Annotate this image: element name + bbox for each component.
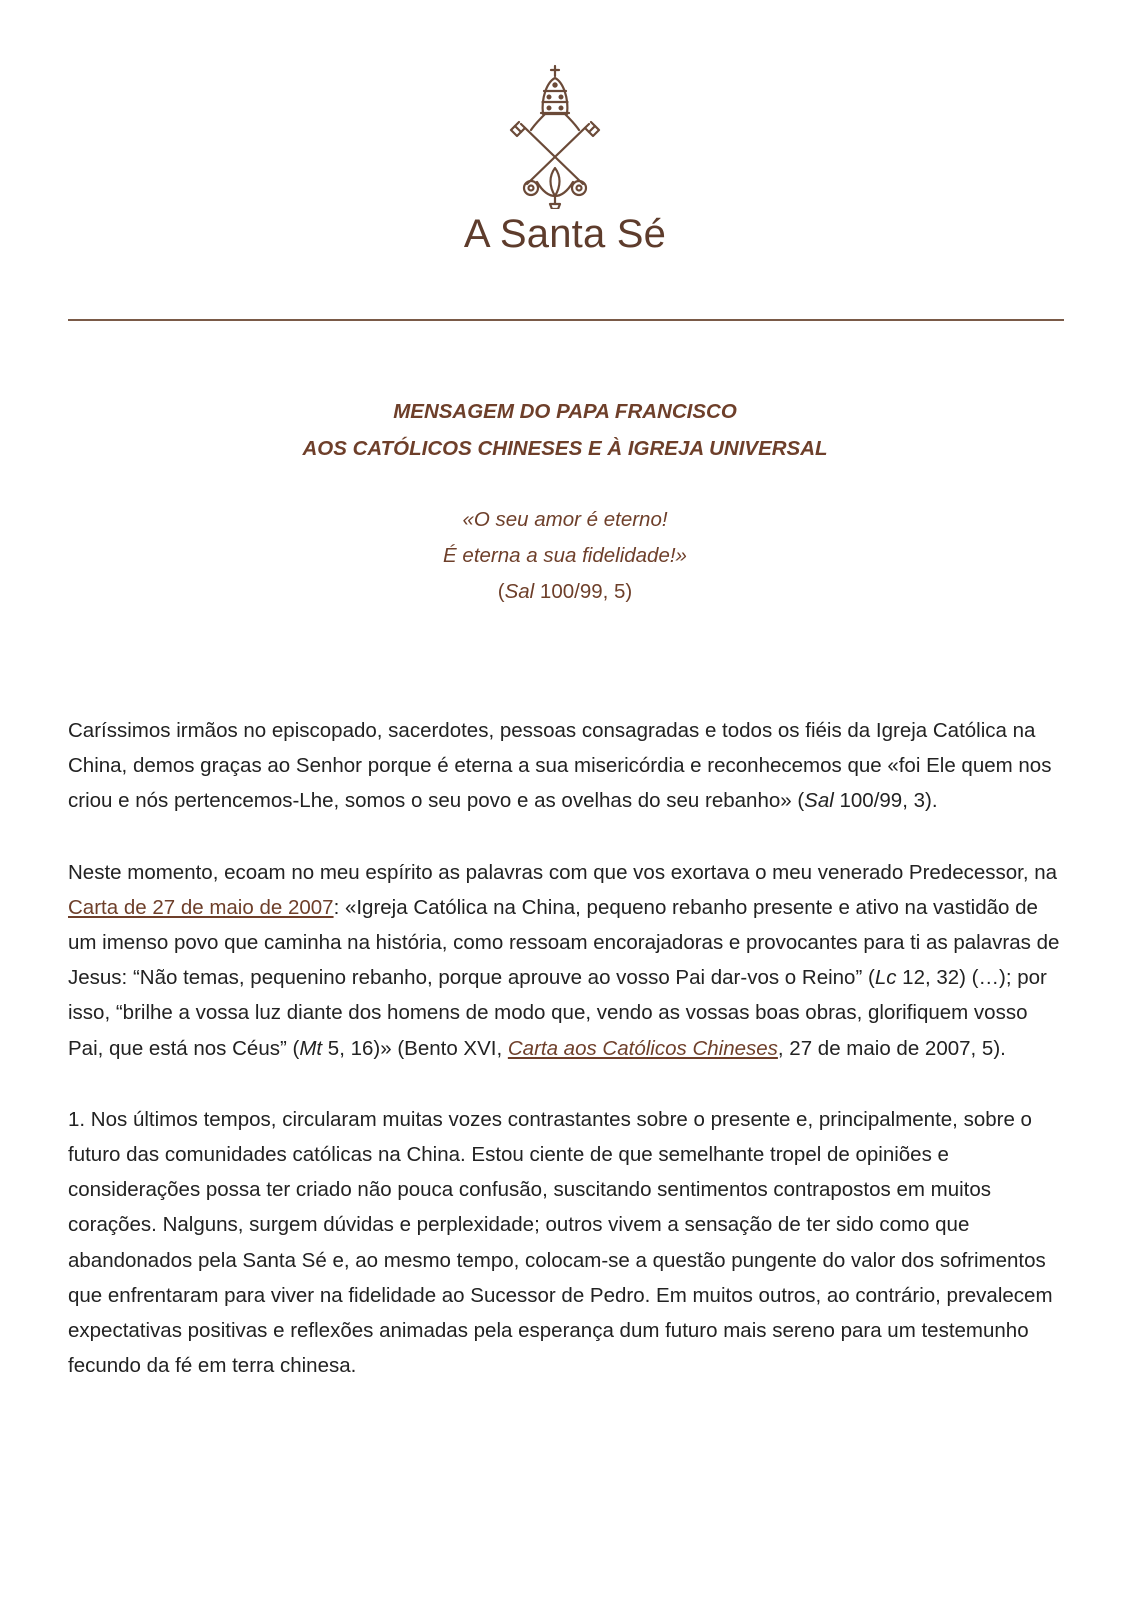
title-line-1: MENSAGEM DO PAPA FRANCISCO bbox=[393, 400, 737, 423]
citation-book: Lc bbox=[874, 966, 897, 990]
site-brand: A Santa Sé bbox=[463, 212, 667, 256]
epigraph-ref-book: Sal bbox=[504, 580, 535, 603]
link-letter-chinese-catholics[interactable]: Carta aos Católicos Chineses bbox=[507, 1036, 778, 1060]
epigraph-ref-rest: 100/99, 5) bbox=[534, 580, 633, 603]
paragraph-text: Caríssimos irmãos no episcopado, sacerdotes, pessoas consagradas e todos os fiéis da Igreja Católica na China, demos graças ao Senhor porque é eterna a sua misericórdia e reconhecemos que «foi Ele quem nos criou e nós pertencemos-Lhe, somos o seu povo e as ovelhas do seu rebanho» ( bbox=[68, 719, 1052, 813]
citation-book: Sal bbox=[804, 789, 834, 813]
epigraph-reference bbox=[0, 574, 1130, 610]
title-line-2: AOS CATÓLICOS CHINESES E À IGREJA UNIVERSAL bbox=[302, 437, 828, 460]
paragraph-section-1: 1. Nos últimos tempos, circularam muitas vozes contrastantes sobre o presente e, principalmente, sobre o futuro das comunidades católicas na China. Estou ciente de que semelhante tropel de opiniões e considerações possa ter criado não pouca confusão, suscitando sentimentos contrapostos em muitos corações. Nalguns, surgem dúvidas e perplexidade; outros vivem a sensação de ter sido como que abandonados pela Santa Sé e, ao mesmo tempo, colocam-se a questão pungente do valor dos sofrimentos que enfrentaram para viver na fidelidade ao Sucessor de Pedro. Em muitos outros, ao contrário, prevalecem expectativas positivas e reflexões animadas pela esperança dum futuro mais sereno para um testemunho fecundo da fé em terra chinesa. bbox=[68, 1107, 1053, 1378]
link-letter-2007[interactable]: Carta de 27 de maio de 2007 bbox=[68, 895, 334, 919]
paragraph-text: 100/99, 3). bbox=[833, 789, 938, 813]
paragraph-text: 12, 32) (…); por isso, “brilhe a vossa luz diante dos homens de modo que, vendo as vossas boas obras, glorifiquem vosso Pai, que está nos Céus” ( bbox=[68, 966, 1047, 1060]
paragraph-text: 5, 16)» (Bento XVI, bbox=[322, 1036, 508, 1060]
paragraph-text: Neste momento, ecoam no meu espírito as palavras com que vos exortava o meu venerado Predecessor, na bbox=[68, 860, 1058, 884]
paragraph-predecessor bbox=[68, 855, 1068, 1066]
message-body bbox=[68, 713, 1068, 1419]
message-title bbox=[0, 393, 1130, 467]
papal-coat-of-arms-icon bbox=[505, 64, 605, 209]
header-divider bbox=[68, 319, 1064, 321]
epigraph-line-1: «O seu amor é eterno! bbox=[462, 508, 668, 531]
paragraph-greeting bbox=[68, 713, 1068, 819]
paragraph-text: , 27 de maio de 2007, 5). bbox=[777, 1036, 1006, 1060]
citation-book: Mt bbox=[299, 1036, 323, 1060]
epigraph-ref-open: ( bbox=[497, 580, 505, 603]
epigraph-line-2: É eterna a sua fidelidade!» bbox=[443, 544, 687, 567]
paragraph-text: : «Igreja Católica na China, pequeno rebanho presente e ativo na vastidão de um imenso povo que caminha na história, como ressoam encorajadoras e provocantes para ti as palavras de Jesus: “Não temas, pequenino rebanho, porque aprouve ao vosso Pai dar-vos o Reino” ( bbox=[68, 895, 1060, 990]
epigraph bbox=[0, 502, 1130, 610]
